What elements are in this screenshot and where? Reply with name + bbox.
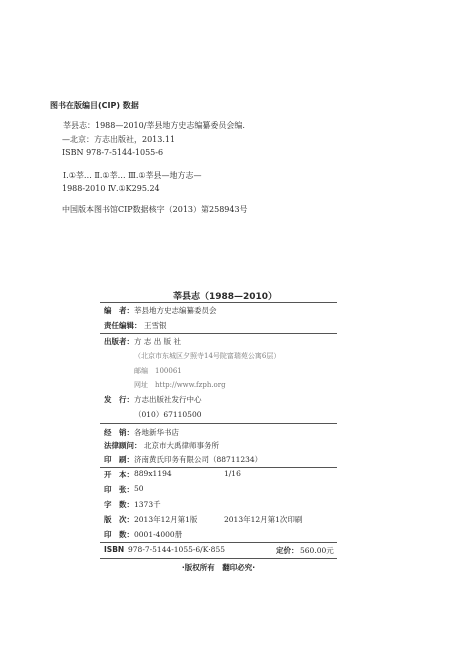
divider	[100, 302, 337, 303]
divider	[100, 333, 337, 334]
printer-row	[104, 454, 336, 466]
word-count-value: 1373千	[134, 500, 161, 509]
print-run-value: 0001-4000册	[134, 530, 183, 539]
distributor-row	[104, 394, 336, 406]
price-value: 560.00元	[300, 546, 334, 555]
editor-value: 莘县地方史志编纂委员会	[134, 306, 217, 315]
divider	[100, 542, 337, 543]
sheets-value: 50	[134, 484, 144, 493]
responsible-editor-value: 王雪银	[144, 321, 167, 330]
format-label: 开 本：	[104, 470, 134, 479]
responsible-editor-label: 责任编辑：	[104, 321, 142, 330]
edition-row	[104, 514, 336, 526]
divider	[100, 467, 337, 468]
cip-classification-2: 1988-2010 Ⅳ.①K295.24	[62, 184, 160, 193]
publisher-row	[104, 336, 336, 348]
isbn-value: 978-7-5144-1055-6/K·855	[128, 545, 225, 554]
publisher-label: 出版者：	[104, 337, 134, 346]
publisher-address: （北京市东城区夕照寺14号院富瑞苑公寓6层）	[134, 352, 281, 360]
book-title: 莘县志（1988—2010）	[172, 292, 278, 302]
format-fraction: 1/16	[224, 469, 241, 478]
word-count-row	[104, 499, 336, 511]
seller-label: 经 销：	[104, 428, 134, 437]
cip-line-isbn: ISBN 978-7-5144-1055-6	[62, 148, 164, 157]
legal-counsel-row	[104, 440, 336, 452]
sheets-label: 印 张：	[104, 485, 134, 494]
distributor-phone: （010）67110500	[134, 410, 202, 419]
edition-value: 2013年12月第1版	[134, 515, 198, 524]
publisher-value: 方 志 出 版 社	[134, 337, 182, 346]
distributor-value: 方志出版社发行中心	[134, 395, 202, 404]
editor-label: 编 者：	[104, 306, 134, 315]
sheets-row	[104, 484, 336, 496]
seller-value: 各地新华书店	[134, 428, 179, 437]
legal-counsel-label: 法律顾问：	[104, 441, 142, 450]
cip-line-title: 莘县志：1988—2010/莘县地方史志编纂委员会编.	[63, 121, 245, 130]
print-run-row	[104, 529, 336, 541]
cip-heading: 图书在版编目(CIP) 数据	[50, 101, 139, 110]
legal-counsel-value: 北京市大禹律师事务所	[144, 441, 219, 450]
price-label: 定价：	[276, 546, 299, 555]
format-row	[104, 469, 336, 481]
cip-footer: 中国版本图书馆CIP数据核字（2013）第258943号	[62, 205, 248, 214]
printer-label: 印 刷：	[104, 455, 134, 464]
printer-value: 济南黄氏印务有限公司（88711234）	[134, 455, 263, 464]
divider	[100, 558, 337, 559]
isbn-row	[104, 545, 336, 557]
cip-line-publisher: —北京：方志出版社，2013.11	[62, 135, 176, 144]
editor-row	[104, 305, 336, 317]
responsible-editor-row	[104, 320, 336, 332]
edition-label: 版 次：	[104, 515, 134, 524]
publisher-postcode: 邮编 100061	[134, 367, 182, 375]
publisher-website: 网址 http://www.fzph.org	[134, 381, 226, 389]
format-value: 889x1194	[134, 469, 172, 478]
copyright-notice: ·版权所有 翻印必究·	[181, 563, 256, 572]
print-run-label: 印 数：	[104, 530, 134, 539]
cip-classification-1: Ⅰ.①莘… Ⅱ.①莘… Ⅲ.①莘县—地方志—	[63, 171, 202, 180]
isbn-label: ISBN	[104, 545, 125, 554]
seller-row	[104, 427, 336, 439]
distributor-label: 发 行：	[104, 395, 134, 404]
printing-value: 2013年12月第1次印刷	[224, 515, 303, 524]
divider	[100, 423, 337, 424]
word-count-label: 字 数：	[104, 500, 134, 509]
